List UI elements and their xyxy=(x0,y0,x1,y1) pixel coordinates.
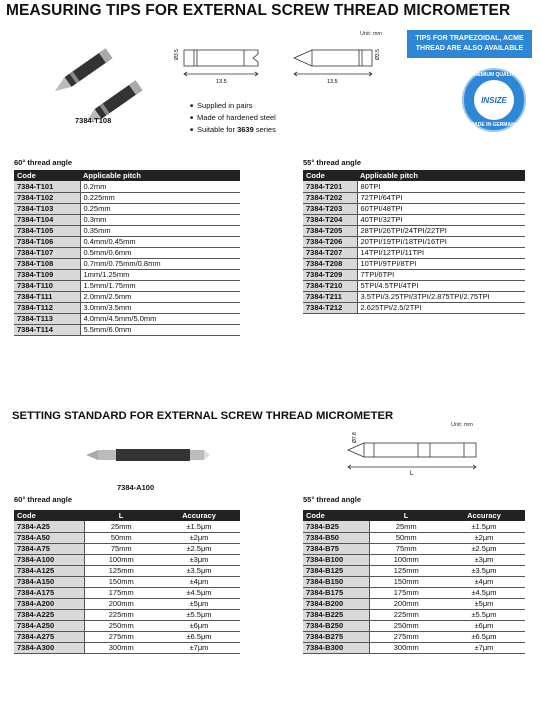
column-header: Code xyxy=(303,170,357,181)
value-cell: ±5μm xyxy=(158,598,240,609)
seal-bottom-text: MADE IN GERMANY xyxy=(469,122,519,128)
value-cell: 25mm xyxy=(369,521,443,532)
code-cell: 7384-A225 xyxy=(14,609,84,620)
tips55-table xyxy=(303,170,525,314)
code-cell: 7384-B225 xyxy=(303,609,369,620)
code-cell: 7384-T107 xyxy=(14,247,80,258)
table-row xyxy=(14,554,240,565)
value-cell: 1.5mm/1.75mm xyxy=(80,280,240,291)
seal-top-text: PREMIUM QUALITY xyxy=(470,72,518,78)
table-row xyxy=(303,225,525,236)
value-cell: 50mm xyxy=(369,532,443,543)
table-row xyxy=(303,192,525,203)
table-row xyxy=(14,324,240,335)
table-row xyxy=(14,642,240,653)
value-cell: 250mm xyxy=(84,620,158,631)
code-cell: 7384-A250 xyxy=(14,620,84,631)
table-row xyxy=(14,214,240,225)
code-cell: 7384-T204 xyxy=(303,214,357,225)
value-cell: 10TPI/9TPI/8TPI xyxy=(357,258,525,269)
tips-length-label: 13.5 xyxy=(216,79,227,85)
value-cell: 225mm xyxy=(84,609,158,620)
table-row xyxy=(14,302,240,313)
code-cell: 7384-B75 xyxy=(303,543,369,554)
code-cell: 7384-T113 xyxy=(14,313,80,324)
code-cell: 7384-T109 xyxy=(14,269,80,280)
code-cell: 7384-T203 xyxy=(303,203,357,214)
table-row xyxy=(303,598,525,609)
table-row xyxy=(14,203,240,214)
code-cell: 7384-B275 xyxy=(303,631,369,642)
value-cell: 300mm xyxy=(84,642,158,653)
value-cell: ±1.5μm xyxy=(443,521,525,532)
value-cell: 0.25mm xyxy=(80,203,240,214)
code-cell: 7384-T110 xyxy=(14,280,80,291)
value-cell: 50mm xyxy=(84,532,158,543)
std-length-label: L xyxy=(410,471,414,475)
value-cell: ±4μm xyxy=(443,576,525,587)
unit-label-2: Unit: mm xyxy=(451,422,473,428)
value-cell: ±6.5μm xyxy=(443,631,525,642)
value-cell: 4.0mm/4.5mm/5.0mm xyxy=(80,313,240,324)
feature-item: ■ Suitable for 3639 series xyxy=(190,124,276,136)
code-cell: 7384-B250 xyxy=(303,620,369,631)
table-row xyxy=(303,576,525,587)
value-cell: 14TPI/12TPI/11TPI xyxy=(357,247,525,258)
std60-table xyxy=(14,510,240,654)
table-row xyxy=(303,280,525,291)
unit-label: Unit: mm xyxy=(360,31,382,37)
value-cell: 225mm xyxy=(369,609,443,620)
table-row xyxy=(303,532,525,543)
tips-dia-label: Ø3.5 xyxy=(174,49,180,60)
value-cell: 80TPI xyxy=(357,181,525,192)
column-header: Accuracy xyxy=(158,510,240,521)
code-cell: 7384-T205 xyxy=(303,225,357,236)
value-cell: 7TPI/6TPI xyxy=(357,269,525,280)
value-cell: ±4.5μm xyxy=(158,587,240,598)
value-cell: 3.5TPI/3.25TPI/3TPI/2.875TPI/2.75TPI xyxy=(357,291,525,302)
code-cell: 7384-T102 xyxy=(14,192,80,203)
feature-item: ■ Made of hardened steel xyxy=(190,112,276,124)
value-cell: 175mm xyxy=(369,587,443,598)
quality-seal xyxy=(462,68,526,132)
code-cell: 7384-T112 xyxy=(14,302,80,313)
value-cell: 300mm xyxy=(369,642,443,653)
availability-badge: TIPS FOR TRAPEZOIDAL, ACME THREAD ARE ALSO AVAILABLE xyxy=(407,30,532,58)
value-cell: ±3.5μm xyxy=(158,565,240,576)
tips60-table xyxy=(14,170,240,336)
tips-length-label-2: 13.5 xyxy=(327,79,338,85)
table-row xyxy=(14,543,240,554)
value-cell: 175mm xyxy=(84,587,158,598)
value-cell: 150mm xyxy=(369,576,443,587)
table-row xyxy=(14,565,240,576)
code-cell: 7384-T101 xyxy=(14,181,80,192)
tips60-heading: 60° thread angle xyxy=(14,158,73,167)
page-title: MEASURING TIPS FOR EXTERNAL SCREW THREAD MICROMETER xyxy=(6,2,511,19)
seal-brand: INSIZE xyxy=(481,96,507,105)
value-cell: 20TPI/19TPI/18TPI/16TPI xyxy=(357,236,525,247)
code-cell: 7384-A200 xyxy=(14,598,84,609)
table-row xyxy=(303,631,525,642)
value-cell: 275mm xyxy=(84,631,158,642)
value-cell: 0.225mm xyxy=(80,192,240,203)
table-row xyxy=(14,258,240,269)
table-row xyxy=(14,576,240,587)
value-cell: 125mm xyxy=(369,565,443,576)
table-row xyxy=(303,236,525,247)
table-row xyxy=(303,620,525,631)
std-dia-label: Ø7.8 xyxy=(352,432,358,443)
value-cell: ±3μm xyxy=(158,554,240,565)
code-cell: 7384-A300 xyxy=(14,642,84,653)
value-cell: 0.5mm/0.6mm xyxy=(80,247,240,258)
code-cell: 7384-A50 xyxy=(14,532,84,543)
tips-image-label: 7384-T108 xyxy=(75,116,112,125)
tips-dia-label-2: Ø3.5 xyxy=(375,49,381,60)
table-row xyxy=(303,258,525,269)
table-row xyxy=(303,543,525,554)
column-header: Code xyxy=(303,510,369,521)
measuring-tips-photo xyxy=(40,30,150,120)
value-cell: 60TPI/48TPI xyxy=(357,203,525,214)
code-cell: 7384-T202 xyxy=(303,192,357,203)
table-row xyxy=(303,247,525,258)
std60-heading: 60° thread angle xyxy=(14,495,73,504)
table-row xyxy=(14,192,240,203)
value-cell: 28TPI/26TPI/24TPI/22TPI xyxy=(357,225,525,236)
table-row xyxy=(303,302,525,313)
value-cell: 250mm xyxy=(369,620,443,631)
feature-list xyxy=(190,100,276,136)
code-cell: 7384-T114 xyxy=(14,324,80,335)
code-cell: 7384-A100 xyxy=(14,554,84,565)
code-cell: 7384-B125 xyxy=(303,565,369,576)
value-cell: ±6.5μm xyxy=(158,631,240,642)
value-cell: 2.625TPI/2.5/2TPI xyxy=(357,302,525,313)
code-cell: 7384-A175 xyxy=(14,587,84,598)
value-cell: 40TPI/32TPI xyxy=(357,214,525,225)
table-row xyxy=(303,521,525,532)
tips55-heading: 55° thread angle xyxy=(303,158,362,167)
table-row xyxy=(14,269,240,280)
table-row xyxy=(14,313,240,324)
table-row xyxy=(303,587,525,598)
code-cell: 7384-B25 xyxy=(303,521,369,532)
code-cell: 7384-B100 xyxy=(303,554,369,565)
table-row xyxy=(14,521,240,532)
table-row xyxy=(14,598,240,609)
code-cell: 7384-T201 xyxy=(303,181,357,192)
value-cell: 75mm xyxy=(84,543,158,554)
value-cell: 200mm xyxy=(84,598,158,609)
value-cell: 2.0mm/2.5mm xyxy=(80,291,240,302)
code-cell: 7384-B200 xyxy=(303,598,369,609)
code-cell: 7384-B300 xyxy=(303,642,369,653)
table-row xyxy=(14,236,240,247)
code-cell: 7384-A150 xyxy=(14,576,84,587)
value-cell: ±2.5μm xyxy=(158,543,240,554)
column-header: L xyxy=(84,510,158,521)
table-row xyxy=(14,181,240,192)
table-row xyxy=(14,225,240,236)
table-row xyxy=(303,269,525,280)
column-header: L xyxy=(369,510,443,521)
column-header: Code xyxy=(14,510,84,521)
table-row xyxy=(303,609,525,620)
value-cell: 125mm xyxy=(84,565,158,576)
value-cell: 75mm xyxy=(369,543,443,554)
code-cell: 7384-T211 xyxy=(303,291,357,302)
setting-standard-drawing xyxy=(318,425,486,475)
column-header: Applicable pitch xyxy=(80,170,240,181)
tips-drawing xyxy=(172,38,392,88)
value-cell: ±5.5μm xyxy=(158,609,240,620)
value-cell: ±7μm xyxy=(158,642,240,653)
table-row xyxy=(303,214,525,225)
value-cell: 150mm xyxy=(84,576,158,587)
table-row xyxy=(303,565,525,576)
value-cell: 100mm xyxy=(84,554,158,565)
code-cell: 7384-B50 xyxy=(303,532,369,543)
value-cell: ±6μm xyxy=(158,620,240,631)
code-cell: 7384-T212 xyxy=(303,302,357,313)
value-cell: ±6μm xyxy=(443,620,525,631)
value-cell: ±2μm xyxy=(158,532,240,543)
code-cell: 7384-T207 xyxy=(303,247,357,258)
table-row xyxy=(14,609,240,620)
value-cell: 0.3mm xyxy=(80,214,240,225)
std55-table xyxy=(303,510,525,654)
table-row xyxy=(303,181,525,192)
value-cell: ±3.5μm xyxy=(443,565,525,576)
value-cell: 0.7mm/0.75mm/0.8mm xyxy=(80,258,240,269)
value-cell: 0.2mm xyxy=(80,181,240,192)
value-cell: ±2.5μm xyxy=(443,543,525,554)
value-cell: 72TPI/64TPI xyxy=(357,192,525,203)
code-cell: 7384-A275 xyxy=(14,631,84,642)
std55-heading: 55° thread angle xyxy=(303,495,362,504)
section2-title: SETTING STANDARD FOR EXTERNAL SCREW THREAD MICROMETER xyxy=(12,410,394,422)
value-cell: ±4.5μm xyxy=(443,587,525,598)
code-cell: 7384-A75 xyxy=(14,543,84,554)
table-row xyxy=(14,587,240,598)
value-cell: 25mm xyxy=(84,521,158,532)
column-header: Accuracy xyxy=(443,510,525,521)
code-cell: 7384-T106 xyxy=(14,236,80,247)
table-row xyxy=(14,631,240,642)
table-row xyxy=(14,247,240,258)
code-cell: 7384-B175 xyxy=(303,587,369,598)
value-cell: ±5.5μm xyxy=(443,609,525,620)
feature-item: ■ Supplied in pairs xyxy=(190,100,276,112)
value-cell: 3.0mm/3.5mm xyxy=(80,302,240,313)
code-cell: 7384-T103 xyxy=(14,203,80,214)
table-row xyxy=(303,642,525,653)
std-image-label: 7384-A100 xyxy=(117,483,155,492)
code-cell: 7384-T105 xyxy=(14,225,80,236)
value-cell: 200mm xyxy=(369,598,443,609)
code-cell: 7384-T209 xyxy=(303,269,357,280)
code-cell: 7384-T104 xyxy=(14,214,80,225)
table-row xyxy=(14,532,240,543)
code-cell: 7384-T108 xyxy=(14,258,80,269)
value-cell: 5.5mm/6.0mm xyxy=(80,324,240,335)
table-row xyxy=(303,291,525,302)
table-row xyxy=(14,280,240,291)
value-cell: 1mm/1.25mm xyxy=(80,269,240,280)
column-header: Applicable pitch xyxy=(357,170,525,181)
table-row xyxy=(303,554,525,565)
column-header: Code xyxy=(14,170,80,181)
code-cell: 7384-T210 xyxy=(303,280,357,291)
value-cell: 100mm xyxy=(369,554,443,565)
code-cell: 7384-T208 xyxy=(303,258,357,269)
table-row xyxy=(303,203,525,214)
setting-standard-photo xyxy=(84,440,214,470)
value-cell: ±1.5μm xyxy=(158,521,240,532)
table-row xyxy=(14,291,240,302)
value-cell: 275mm xyxy=(369,631,443,642)
code-cell: 7384-B150 xyxy=(303,576,369,587)
value-cell: 0.35mm xyxy=(80,225,240,236)
value-cell: ±7μm xyxy=(443,642,525,653)
value-cell: ±3μm xyxy=(443,554,525,565)
value-cell: 5TPI/4.5TPI/4TPI xyxy=(357,280,525,291)
value-cell: ±2μm xyxy=(443,532,525,543)
code-cell: 7384-A25 xyxy=(14,521,84,532)
value-cell: 0.4mm/0.45mm xyxy=(80,236,240,247)
code-cell: 7384-T111 xyxy=(14,291,80,302)
code-cell: 7384-A125 xyxy=(14,565,84,576)
value-cell: ±5μm xyxy=(443,598,525,609)
value-cell: ±4μm xyxy=(158,576,240,587)
table-row xyxy=(14,620,240,631)
code-cell: 7384-T206 xyxy=(303,236,357,247)
